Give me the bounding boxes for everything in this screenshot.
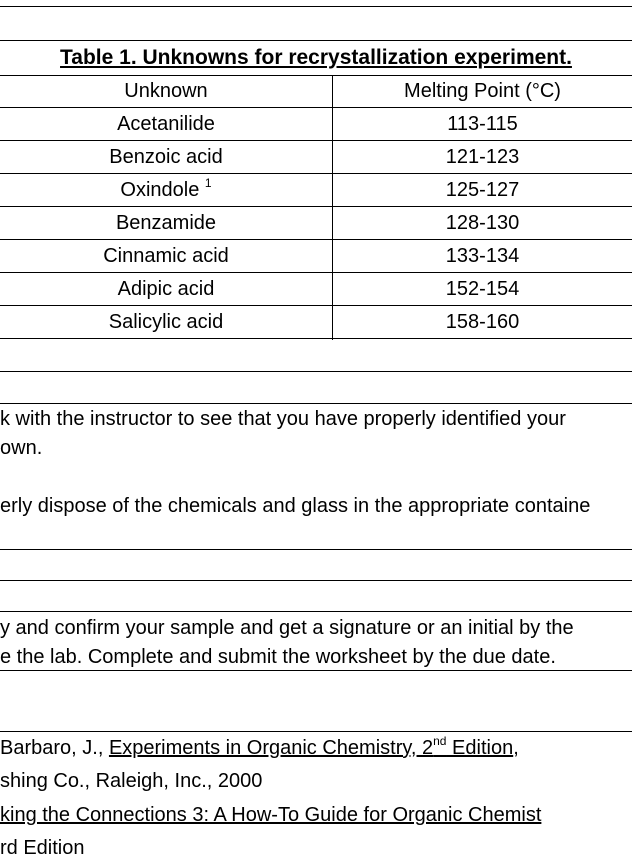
- dispose-instruction: erly dispose of the chemicals and glass in the appropriate containe: [0, 495, 591, 517]
- rule-line: [0, 371, 632, 372]
- table-header-row: [0, 75, 632, 108]
- ordinal-superscript: nd: [433, 734, 447, 748]
- melting-point: 152-154: [445, 278, 520, 300]
- confirm-instruction-line: e the lab. Complete and submit the worksheet by the due date.: [0, 646, 556, 668]
- unknown-name: Benzamide: [115, 212, 217, 234]
- melting-point: 121-123: [445, 146, 520, 168]
- rule-line: [0, 549, 632, 550]
- check-instruction-line: own.: [0, 437, 43, 459]
- table-row: [0, 108, 632, 141]
- table-row: [0, 141, 632, 174]
- melting-point: 113-115: [447, 113, 518, 135]
- melting-point-table: [0, 75, 632, 341]
- rule-line: [0, 403, 632, 404]
- rule-line: [0, 6, 632, 7]
- reference-punctuation: ,: [513, 737, 519, 759]
- unknown-name-cell: [0, 174, 332, 206]
- rule-line: [0, 611, 632, 612]
- table-row: [0, 207, 632, 240]
- table-row: [0, 240, 632, 273]
- reference-publisher: shing Co., Raleigh, Inc., 2000: [0, 770, 263, 792]
- reference-title-2-text: king the Connections 3: A How-To Guide for Organic Chemist: [0, 804, 542, 826]
- table-row: [0, 174, 632, 207]
- table-row: [0, 273, 632, 306]
- table-row: [0, 306, 632, 339]
- header-unknown: Unknown: [124, 80, 208, 102]
- unknown-name: Adipic acid: [117, 278, 215, 300]
- rule-line: [0, 580, 632, 581]
- unknown-name: Cinnamic acid: [103, 245, 229, 267]
- reference-title-end: Edition: [446, 737, 514, 759]
- check-instruction-line: k with the instructor to see that you have properly identified your: [0, 408, 566, 430]
- footnote-marker: 1: [204, 176, 212, 190]
- melting-point: 125-127: [445, 179, 520, 201]
- confirm-instruction-line: y and confirm your sample and get a signature or an initial by the: [0, 617, 574, 639]
- rule-line: [0, 40, 632, 41]
- reference-line: [0, 734, 519, 763]
- rule-line: [0, 670, 632, 671]
- reference-title-2: [0, 801, 541, 830]
- reference-edition: rd Edition: [0, 837, 85, 855]
- melting-point: 158-160: [445, 311, 520, 333]
- melting-point: 128-130: [445, 212, 520, 234]
- reference-title: [108, 734, 514, 759]
- unknown-name: Oxindole: [120, 179, 200, 201]
- reference-author: Barbaro, J.,: [0, 737, 109, 759]
- table-caption: Table 1. Unknowns for recrystallization experiment.: [60, 46, 572, 69]
- unknown-name: Acetanilide: [117, 113, 215, 135]
- reference-title-text: Experiments in Organic Chemistry, 2: [108, 737, 434, 759]
- unknown-name: Salicylic acid: [108, 311, 224, 333]
- unknown-name: Benzoic acid: [109, 146, 223, 168]
- rule-line: [0, 731, 632, 732]
- melting-point: 133-134: [445, 245, 520, 267]
- header-melting-point: Melting Point (°C): [404, 80, 561, 102]
